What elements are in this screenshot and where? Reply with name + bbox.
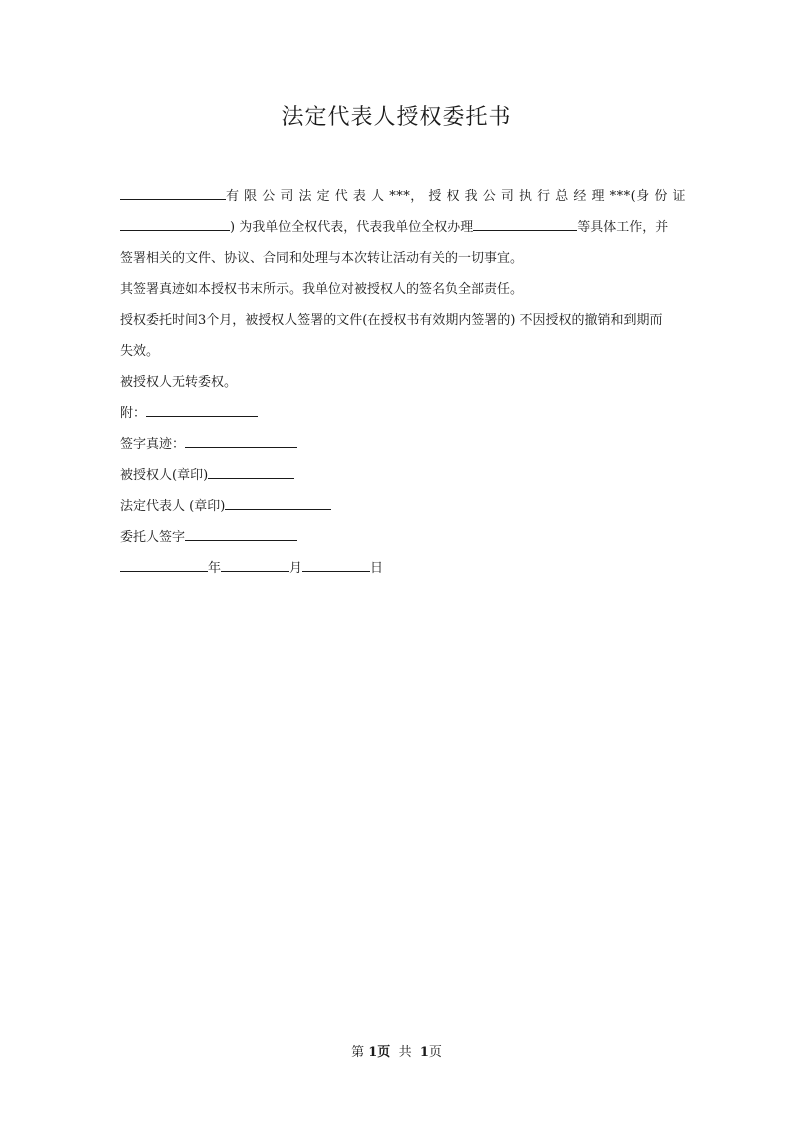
- paragraph-4: 被授权人无转委权。: [120, 375, 238, 390]
- paragraph-1-text-a: 有 限 公 司 法 定 代 表 人 ***， 授 权 我 公 司 执 行 总 经 理 ***(身 份 证: [226, 189, 686, 204]
- month-blank[interactable]: [221, 555, 289, 572]
- legal-rep-label: 法定代表人 (章印): [120, 499, 226, 514]
- authorized-person-row: [120, 460, 676, 491]
- client-sign-label: 委托人签字: [120, 530, 186, 545]
- day-blank[interactable]: [302, 555, 370, 572]
- matter-blank[interactable]: [473, 214, 577, 231]
- paragraph-1-line-1: [120, 181, 686, 212]
- attachment-blank[interactable]: [146, 400, 258, 417]
- authorized-person-blank[interactable]: [208, 462, 294, 479]
- footer-total-prefix: 共: [398, 1045, 412, 1060]
- page-footer: [0, 1041, 793, 1060]
- paragraph-1-text-c: 等具体工作，并: [577, 220, 669, 235]
- signature-blank[interactable]: [185, 431, 297, 448]
- client-sign-row: [120, 522, 676, 553]
- date-row: [120, 553, 676, 584]
- paragraph-1-line-2: [120, 212, 676, 243]
- paragraph-1-line-3: 签署相关的文件、协议、合同和处理与本次转让活动有关的一切事宜。: [120, 251, 524, 266]
- footer-prefix: 第: [351, 1045, 365, 1060]
- paragraph-3-line-1: 授权委托时间3个月，被授权人签署的文件(在授权书有效期内签署的) 不因授权的撤销和到期而: [120, 313, 663, 328]
- footer-page-unit: 页: [377, 1045, 391, 1060]
- legal-rep-blank[interactable]: [225, 493, 331, 510]
- attachment-row: [120, 398, 676, 429]
- footer-total-unit: 页: [428, 1045, 442, 1060]
- day-label: 日: [370, 561, 384, 576]
- document-body: [120, 181, 686, 584]
- paragraph-1-text-b: ) 为我单位全权代表，代表我单位全权办理: [230, 220, 474, 235]
- month-label: 月: [289, 561, 303, 576]
- paragraph-3-line-2: 失效。: [120, 344, 160, 359]
- footer-total-number: 1: [419, 1045, 429, 1060]
- year-blank[interactable]: [120, 555, 208, 572]
- client-sign-blank[interactable]: [185, 524, 297, 541]
- year-label: 年: [208, 561, 222, 576]
- legal-rep-row: [120, 491, 676, 522]
- footer-page-number: 1: [368, 1045, 378, 1060]
- document-title: 法定代表人授权委托书: [281, 105, 512, 130]
- signature-row: [120, 429, 676, 460]
- signature-label: 签字真迹：: [120, 437, 186, 452]
- authorized-person-label: 被授权人(章印): [120, 468, 209, 483]
- paragraph-2: 其签署真迹如本授权书末所示。我单位对被授权人的签名负全部责任。: [120, 282, 524, 297]
- company-name-blank[interactable]: [120, 183, 226, 200]
- attachment-label: 附：: [120, 406, 147, 421]
- id-number-blank[interactable]: [120, 214, 230, 231]
